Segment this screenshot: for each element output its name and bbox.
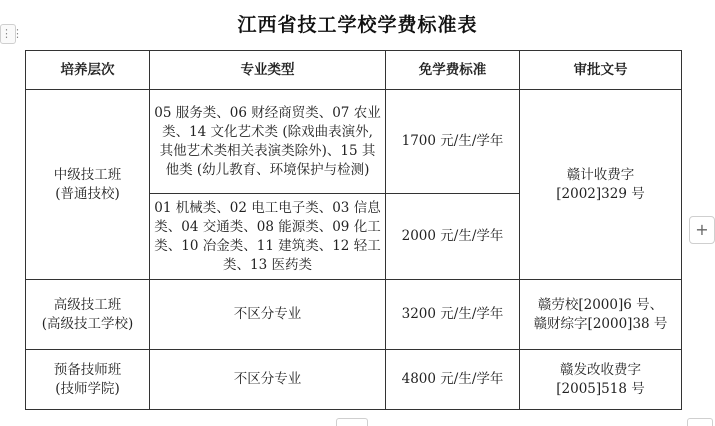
approval-cell: 赣发改收费字 [2005]518 号 bbox=[520, 350, 682, 410]
table-row bbox=[26, 90, 682, 194]
table-header-row bbox=[26, 51, 682, 90]
fee-cell: 1700 元/生/学年 bbox=[386, 90, 520, 194]
scroll-tab-right[interactable] bbox=[687, 418, 713, 426]
level-cell: 中级技工班 (普通技校) bbox=[26, 90, 150, 280]
fee-table bbox=[25, 50, 682, 410]
major-type-cell: 不区分专业 bbox=[150, 350, 386, 410]
major-type-cell: 05 服务类、06 财经商贸类、07 农业类、14 文化艺术类 (除戏曲表演外, 其他艺术类相关表演类除外)、15 其他类 (幼儿教育、环境保护与检测) bbox=[150, 90, 386, 194]
table-row bbox=[26, 350, 682, 410]
level-cell: 高级技工班 (高级技工学校) bbox=[26, 280, 150, 350]
page-title: 江西省技工学校学费标准表 bbox=[237, 14, 478, 36]
header-approval: 审批文号 bbox=[520, 51, 682, 90]
scroll-tab-left[interactable] bbox=[336, 418, 368, 426]
approval-cell: 赣劳校[2000]6 号、 赣财综字[2000]38 号 bbox=[520, 280, 682, 350]
major-type-cell: 不区分专业 bbox=[150, 280, 386, 350]
header-level: 培养层次 bbox=[26, 51, 150, 90]
add-column-button[interactable]: + bbox=[689, 216, 715, 244]
header-fee-standard: 免学费标准 bbox=[386, 51, 520, 90]
table-row bbox=[26, 280, 682, 350]
header-major-type: 专业类型 bbox=[150, 51, 386, 90]
fee-cell: 2000 元/生/学年 bbox=[386, 194, 520, 280]
major-type-cell: 01 机械类、02 电工电子类、03 信息类、04 交通类、08 能源类、09 化工类、10 冶金类、11 建筑类、12 轻工类、13 医药类 bbox=[150, 194, 386, 280]
fee-cell: 4800 元/生/学年 bbox=[386, 350, 520, 410]
approval-cell: 赣计收费字 [2002]329 号 bbox=[520, 90, 682, 280]
drag-handle-icon[interactable]: ⋮⋮ bbox=[0, 24, 16, 44]
level-cell: 预备技师班 (技师学院) bbox=[26, 350, 150, 410]
fee-cell: 3200 元/生/学年 bbox=[386, 280, 520, 350]
